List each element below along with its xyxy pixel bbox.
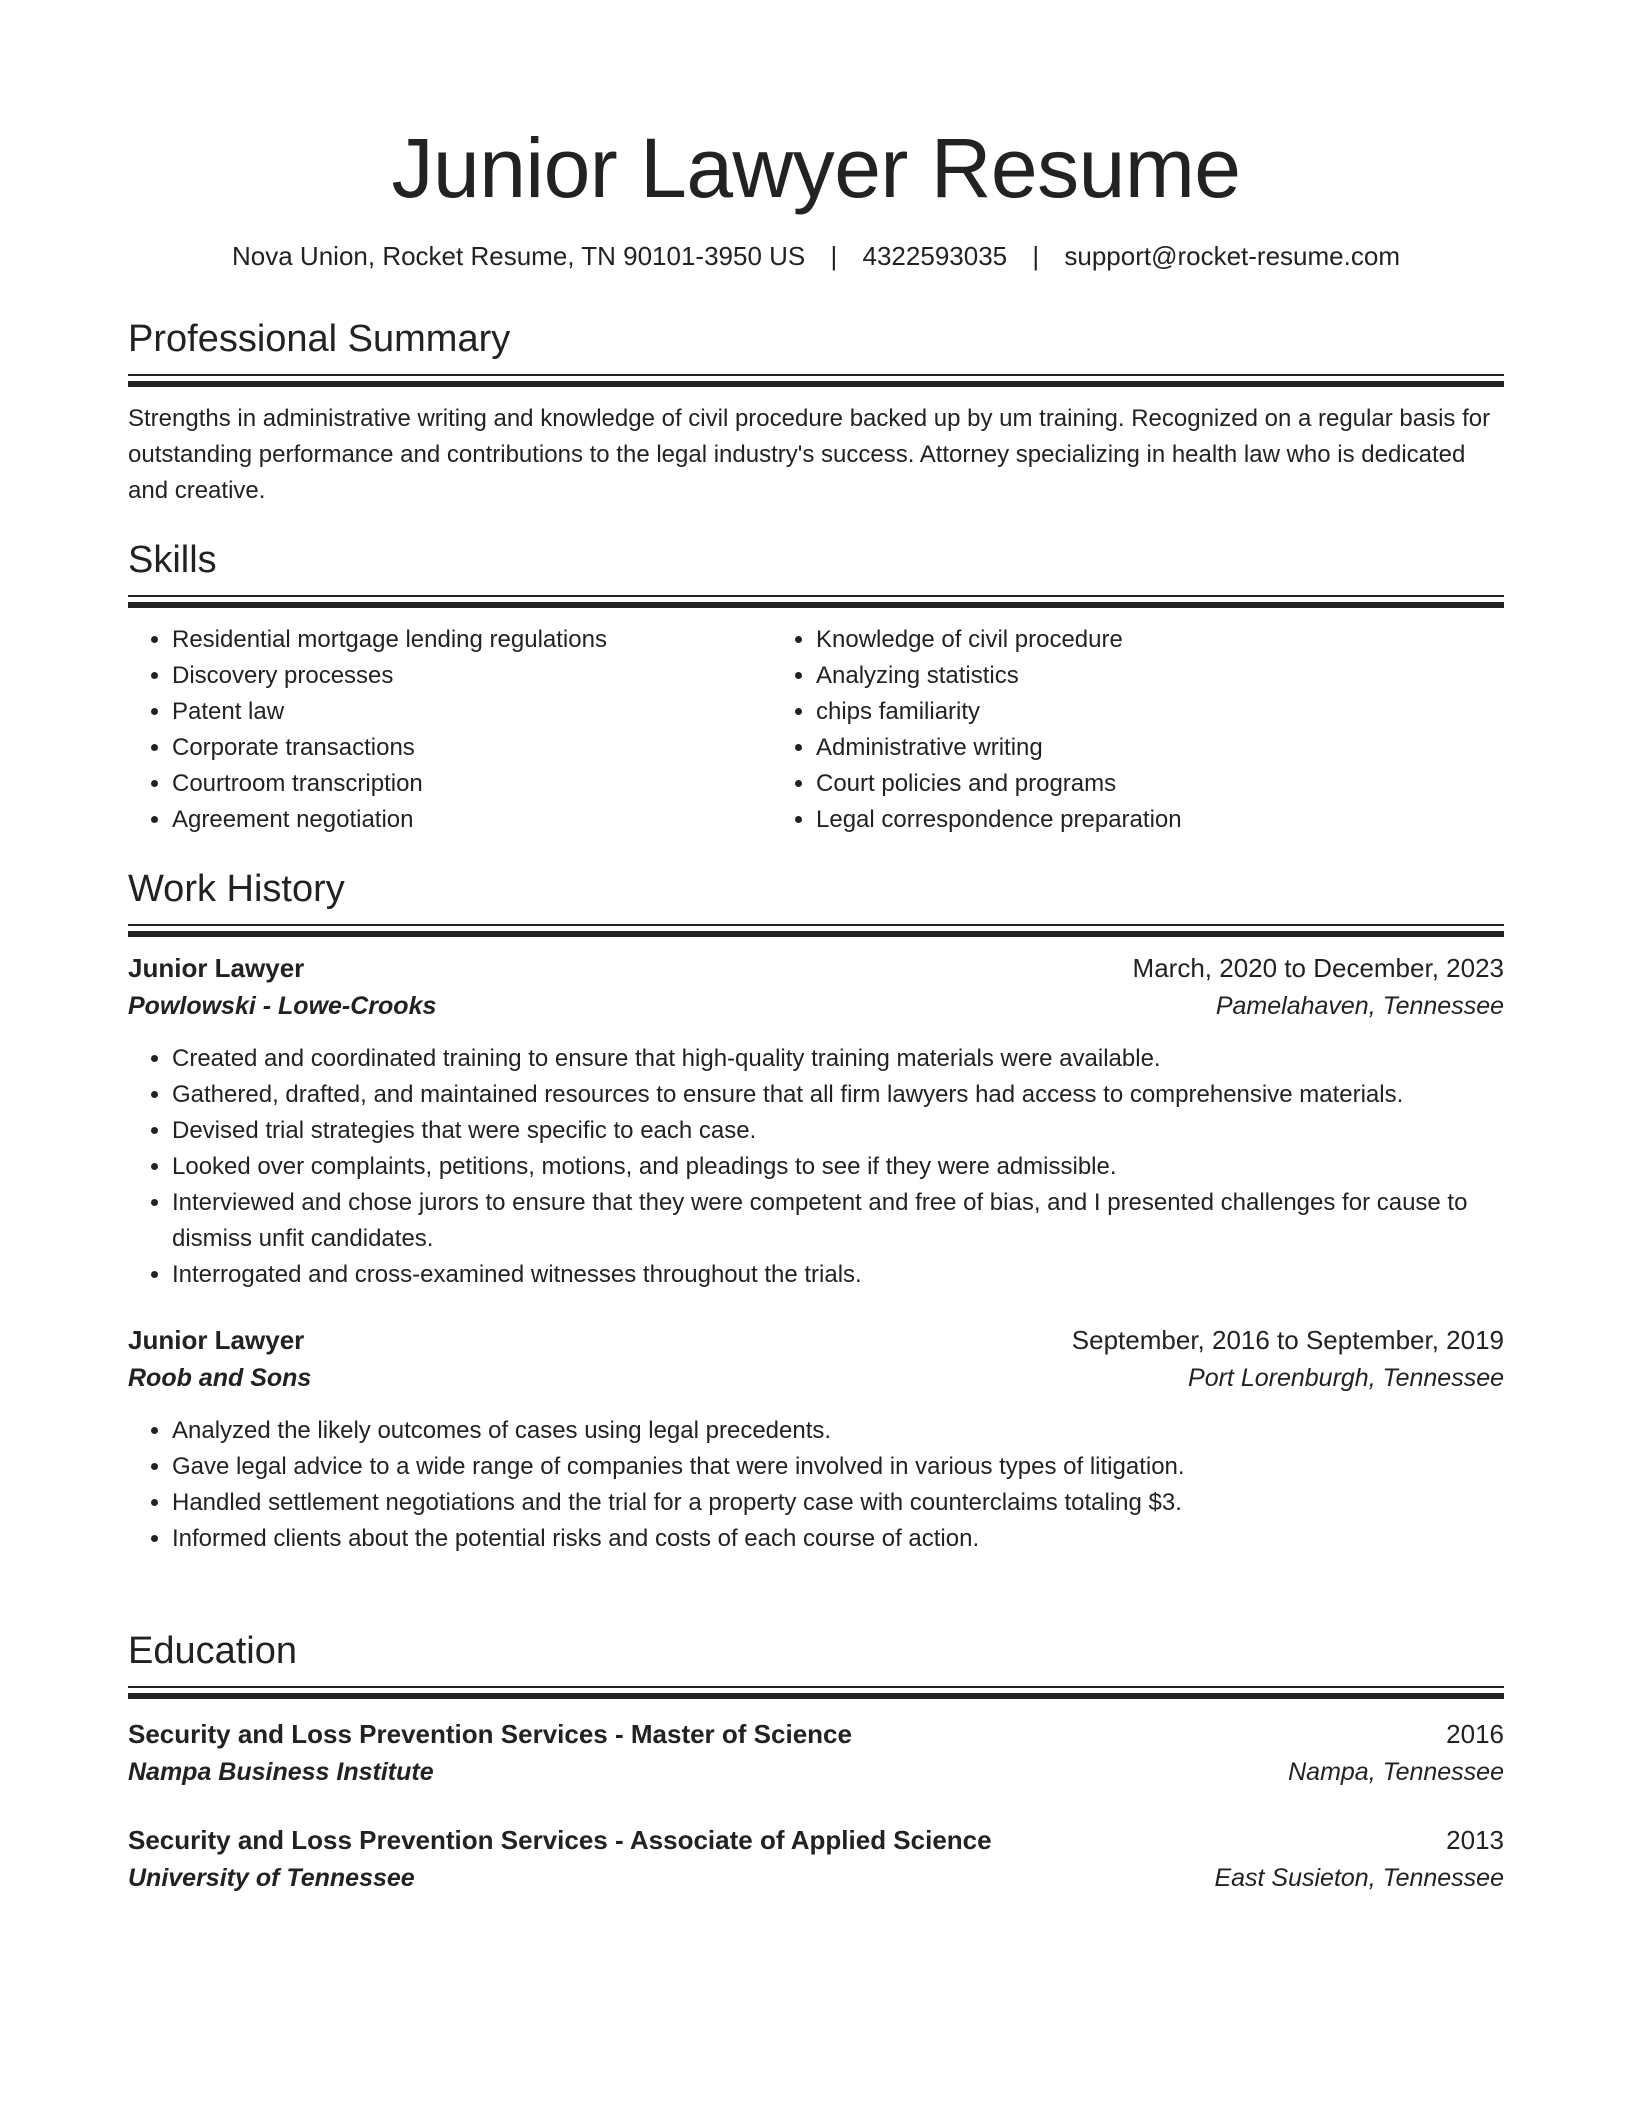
job-bullet: • Analyzed the likely outcomes of cases using legal precedents. <box>172 1413 1504 1449</box>
education-entry <box>128 1821 1504 1897</box>
education-subheader <box>128 1859 1504 1897</box>
education-header <box>128 1821 1504 1859</box>
section-divider-thin <box>128 924 1504 926</box>
job-bullet: • Interviewed and chose jurors to ensure that they were competent and free of bias, and I presented challenges for cause to dismiss unfit candidates. <box>172 1185 1504 1257</box>
resume-title: Junior Lawyer Resume <box>391 121 1241 215</box>
work-history-heading: Work History <box>128 868 345 910</box>
job-bullet: • Interrogated and cross-examined witnesses throughout the trials. <box>172 1257 1504 1293</box>
job-header <box>128 949 1504 987</box>
skill-item: • chips familiarity <box>816 694 1416 730</box>
education-entry <box>128 1715 1504 1791</box>
job-location: Pamelahaven, Tennessee <box>1215 992 1504 1020</box>
education-heading: Education <box>128 1630 298 1672</box>
skill-item: • Discovery processes <box>172 658 772 694</box>
education-section <box>128 1626 1504 1897</box>
education-year: 2016 <box>1446 1719 1504 1749</box>
summary-text: Strengths in administrative writing and knowledge of civil procedure backed up by um training. Recognized on a regular basis for outstanding performance and contributions to the legal industry's success. Attorney specializing in health law who is dedicated and creative. <box>128 405 1491 504</box>
skills-heading: Skills <box>128 539 217 581</box>
job-location: Port Lorenburgh, Tennessee <box>1188 1364 1504 1392</box>
contact-email[interactable]: support@rocket-resume.com <box>1064 241 1400 271</box>
skill-item: • Residential mortgage lending regulations <box>172 622 772 658</box>
work-history-section <box>128 864 1504 1557</box>
job-dates: September, 2016 to September, 2019 <box>1071 1325 1504 1355</box>
job-bullets <box>128 1413 1504 1557</box>
education-school: Nampa Business Institute <box>128 1758 434 1786</box>
skills-list-right <box>772 622 1416 838</box>
skill-item: • Court policies and programs <box>816 766 1416 802</box>
education-location: Nampa, Tennessee <box>1288 1758 1504 1786</box>
contact-line <box>128 238 1504 274</box>
job-bullet: • Gathered, drafted, and maintained resources to ensure that all firm lawyers had access to comprehensive materials. <box>172 1077 1504 1113</box>
job-bullet: • Created and coordinated training to ensure that high-quality training materials were available. <box>172 1041 1504 1077</box>
skill-item: • Agreement negotiation <box>172 802 772 838</box>
education-year: 2013 <box>1446 1825 1504 1855</box>
job-bullet: • Informed clients about the potential risks and costs of each course of action. <box>172 1521 1504 1557</box>
job-bullet: • Looked over complaints, petitions, motions, and pleadings to see if they were admissible. <box>172 1149 1504 1185</box>
job-bullet: • Handled settlement negotiations and the trial for a property case with counterclaims totaling $3. <box>172 1485 1504 1521</box>
education-degree: Security and Loss Prevention Services - Associate of Applied Science <box>128 1825 992 1855</box>
summary-section <box>128 314 1504 509</box>
job-subheader <box>128 987 1504 1025</box>
skills-list-left <box>128 622 772 838</box>
skill-item: • Corporate transactions <box>172 730 772 766</box>
education-school: University of Tennessee <box>128 1864 415 1892</box>
contact-separator: | <box>1032 241 1040 271</box>
section-divider-thin <box>128 595 1504 597</box>
skills-section <box>128 535 1504 838</box>
skill-item: • Patent law <box>172 694 772 730</box>
job-dates: March, 2020 to December, 2023 <box>1132 953 1504 983</box>
job-bullet: • Gave legal advice to a wide range of companies that were involved in various types of litigation. <box>172 1449 1504 1485</box>
section-divider-thick <box>128 1693 1504 1699</box>
job-bullet: • Devised trial strategies that were specific to each case. <box>172 1113 1504 1149</box>
job-title: Junior Lawyer <box>128 1325 305 1355</box>
job-header <box>128 1321 1504 1359</box>
education-degree: Security and Loss Prevention Services - Master of Science <box>128 1719 852 1749</box>
skills-columns <box>128 622 1504 838</box>
job-company: Powlowski - Lowe-Crooks <box>128 992 437 1020</box>
skill-item: • Analyzing statistics <box>816 658 1416 694</box>
contact-address: Nova Union, Rocket Resume, TN 90101-3950 US <box>232 241 806 271</box>
skill-item: • Legal correspondence preparation <box>816 802 1416 838</box>
section-divider-thin <box>128 374 1504 376</box>
job-subheader <box>128 1359 1504 1397</box>
education-subheader <box>128 1753 1504 1791</box>
job-company: Roob and Sons <box>128 1364 312 1392</box>
job-entry <box>128 949 1504 1293</box>
job-bullets <box>128 1041 1504 1293</box>
skill-item: • Knowledge of civil procedure <box>816 622 1416 658</box>
contact-separator: | <box>830 241 838 271</box>
section-divider-thick <box>128 381 1504 387</box>
section-divider-thick <box>128 931 1504 937</box>
job-entry <box>128 1321 1504 1557</box>
section-divider-thin <box>128 1686 1504 1688</box>
skill-item: • Courtroom transcription <box>172 766 772 802</box>
education-location: East Susieton, Tennessee <box>1214 1864 1504 1892</box>
summary-heading: Professional Summary <box>128 318 511 360</box>
education-header <box>128 1715 1504 1753</box>
contact-phone: 4322593035 <box>862 241 1008 271</box>
section-divider-thick <box>128 602 1504 608</box>
job-title: Junior Lawyer <box>128 953 305 983</box>
skill-item: • Administrative writing <box>816 730 1416 766</box>
